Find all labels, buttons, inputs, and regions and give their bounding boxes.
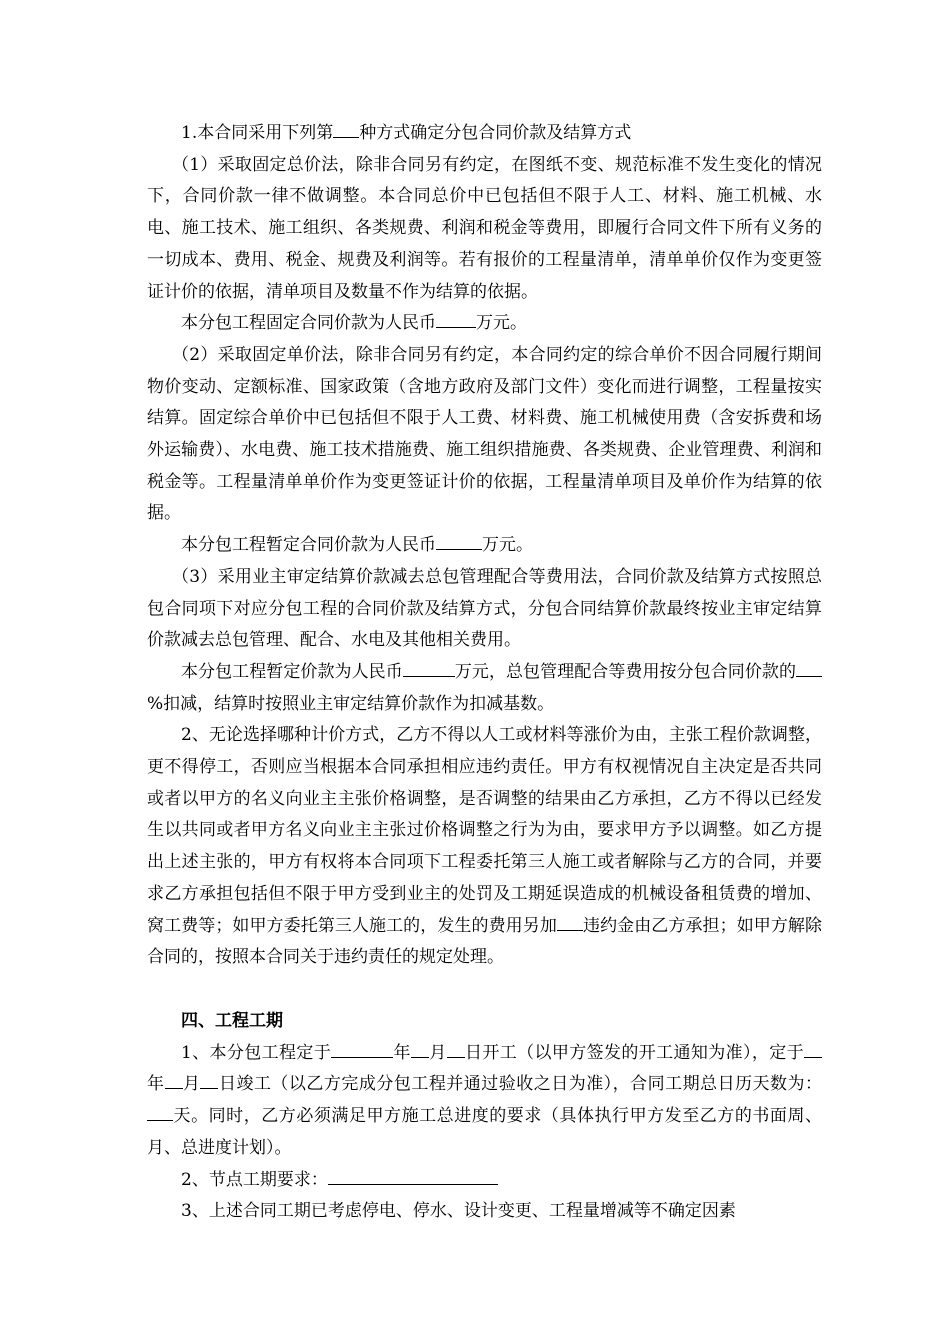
- schedule-text: 2、节点工期要求：: [181, 1169, 328, 1190]
- option-1-price: [147, 308, 822, 340]
- blank-field[interactable]: [331, 1039, 393, 1058]
- schedule-text: 日开工（以甲方签发的开工通知为准），定于: [464, 1042, 804, 1063]
- blank-field[interactable]: [403, 658, 455, 677]
- schedule-item-1: [147, 1038, 822, 1165]
- clause-2-text: 2、无论选择哪种计价方式，乙方不得以人工或材料等涨价为由，主张工程价款调整，更不得停工，否则应当根据本合同承担相应违约责任。甲方有权视情况自主决定是否共同或者以甲方的名义向业主主张价格调整，是否调整的结果由乙方承担，乙方不得以已经发生以共同或者甲方名义向业主主张过价格调整之行为为由，要求甲方予以调整。如乙方提出上述主张的，甲方有权将本合同项下工程委托第三人施工或者解除与乙方的合同，并要求乙方承担包括但不限于甲方受到业主的处罚及工期延误造成的机械设备租赁费的增加、窝工费等；如甲方委托第三人施工的，发生的费用另加: [147, 725, 822, 936]
- clause-1-title-text: 1.本合同采用下列第: [181, 123, 334, 143]
- schedule-text: 月: [428, 1042, 447, 1063]
- clause-1-title-text: 种方式确定分包合同价款及结算方式: [359, 123, 632, 143]
- blank-field[interactable]: [436, 309, 476, 328]
- blank-field[interactable]: [796, 658, 822, 677]
- schedule-item-2: [147, 1165, 822, 1197]
- blank-field[interactable]: [411, 1039, 429, 1058]
- blank-field[interactable]: [328, 1166, 498, 1185]
- schedule-text: 天。同时，乙方必须满足甲方施工总进度的要求（具体执行甲方发至乙方的书面周、月、总进度计划）。: [147, 1106, 822, 1158]
- schedule-text: 年: [147, 1074, 165, 1095]
- option-2-price-text: 万元。: [482, 535, 533, 556]
- option-2-price-text: 本分包工程暂定合同价款为人民币: [181, 535, 436, 556]
- option-3-paragraph: （3）采用业主审定结算价款减去总包管理配合等费用法，合同价款及结算方式按照总包合同项下对应分包工程的合同价款及结算方式，分包合同结算价款最终按业主审定结算价款减去总包管理、配合、水电及其他相关费用。: [147, 566, 822, 651]
- option-3-price-text: %扣减，结算时按照业主审定结算价款作为扣减基数。: [147, 693, 555, 714]
- blank-field[interactable]: [557, 912, 583, 931]
- blank-field[interactable]: [147, 1102, 173, 1121]
- option-1-price-text: 万元。: [476, 313, 527, 334]
- blank-field[interactable]: [436, 531, 482, 550]
- document-body: [147, 118, 822, 1228]
- blank-field[interactable]: [447, 1039, 465, 1058]
- blank-field[interactable]: [804, 1039, 822, 1058]
- blank-field[interactable]: [200, 1071, 218, 1090]
- clause-1-title: [147, 118, 822, 150]
- option-2-paragraph: （2）采取固定单价法，除非合同另有约定，本合同约定的综合单价不因合同履行期间物价变动、定额标准、国家政策（含地方政府及部门文件）变化而进行调整，工程量按实结算。固定综合单价中已包括但不限于人工费、材料费、施工机械使用费（含安拆费和场外运输费）、水电费、施工技术措施费、施工组织措施费、各类规费、企业管理费、利润和税金等。工程量清单单价作为变更签证计价的依据，工程量清单项目及单价作为结算的依据。: [147, 344, 822, 524]
- schedule-item-3: 3、上述合同工期已考虑停电、停水、设计变更、工程量增减等不确定因素: [181, 1201, 736, 1222]
- option-3-price: [147, 657, 822, 720]
- blank-field[interactable]: [333, 119, 359, 138]
- schedule-text: 年: [393, 1042, 411, 1063]
- option-1-price-text: 本分包工程固定合同价款为人民币: [181, 313, 436, 334]
- schedule-text: 1、本分包工程定于: [181, 1042, 332, 1063]
- clause-2-paragraph: [147, 720, 822, 974]
- schedule-text: 月: [182, 1074, 201, 1095]
- blank-field[interactable]: [165, 1071, 183, 1090]
- option-2-price: [147, 530, 822, 562]
- spacer: [147, 974, 822, 1006]
- schedule-text: 日竣工（以乙方完成分包工程并通过验收之日为准），合同工期总日历天数为：: [218, 1074, 823, 1095]
- clause-2-text: 违约金由乙方承担；如甲方解除合同的，按照本合同关于违约责任的规定处理。: [147, 915, 823, 968]
- option-3-price-text: 本分包工程暂定价款为人民币: [181, 661, 403, 682]
- section-heading: 四、工程工期: [181, 1010, 283, 1031]
- option-3-price-text: 万元，总包管理配合等费用按分包合同价款的: [454, 661, 796, 682]
- option-1-paragraph: （1）采取固定总价法，除非合同另有约定，在图纸不变、规范标准不发生变化的情况下，合同价款一律不做调整。本合同总价中已包括但不限于人工、材料、施工机械、水电、施工技术、施工组织、各类规费、利润和税金等费用，即履行合同文件下所有义务的一切成本、费用、税金、规费及利润等。若有报价的工程量清单，清单单价仅作为变更签证计价的依据，清单项目及数量不作为结算的依据。: [147, 154, 822, 302]
